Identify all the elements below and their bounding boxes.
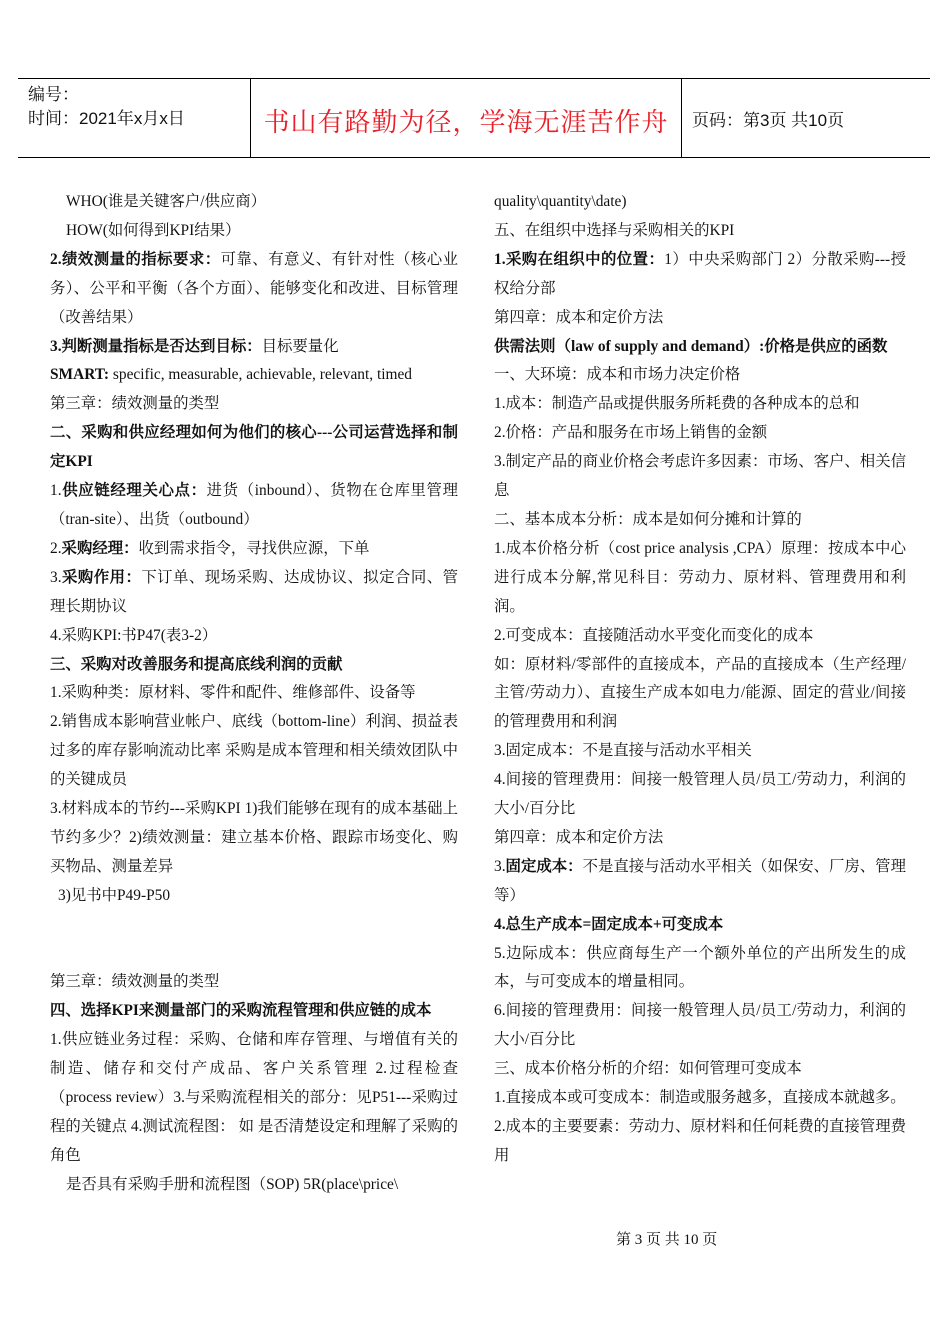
paragraph: 2.绩效测量的指标要求：可靠、有意义、有针对性（核心业务）、公平和平衡（各个方面）、能够变化和改进、目标管理（改善结果） [50, 250, 458, 326]
paragraph: 1.成本价格分析（cost price analysis ,CPA）原理：按成本中心进行成本分解,常见科目：劳动力、原材料、管理费用和利润。 [494, 539, 906, 615]
footer-page-number: 第 3 页 共 10 页 [616, 1232, 718, 1248]
paragraph: 1.成本：制造产品或提供服务所耗费的各种成本的总和 [494, 395, 860, 413]
section-heading: 第三章：绩效测量的类型 [50, 973, 220, 991]
section-heading: 第三章：绩效测量的类型 [50, 395, 220, 413]
section-heading: 二、基本成本分析：成本是如何分摊和计算的 [494, 510, 802, 528]
paragraph: 1.供应链经理关心点：进货（inbound）、货物在仓库里管理（tran-site）、出货（outbound） [50, 482, 458, 528]
paragraph: 3.采购作用：下订单、现场采购、达成协议、拟定合同、管理长期协议 [50, 568, 458, 615]
paragraph: 如：原材料/零部件的直接成本，产品的直接成本（生产经理/主管/劳动力）、直接生产成本如电力/能源、固定的营业/间接的管理费用和利润 [494, 655, 906, 731]
header-page-cell [682, 79, 930, 157]
section-heading: 二、采购和供应经理如何为他们的核心---公司运营选择和制定KPI [50, 424, 458, 471]
section-heading: 三、采购对改善服务和提高底线利润的贡献 [50, 655, 343, 673]
section-heading: 三、成本价格分析的介绍：如何管理可变成本 [494, 1060, 802, 1078]
spacer [50, 911, 458, 969]
section-heading: 五、在组织中选择与采购相关的KPI [494, 221, 735, 239]
page-header [18, 78, 930, 158]
paragraph: HOW(如何得到KPI结果） [66, 221, 241, 239]
paragraph: 2.销售成本影响营业帐户、底线（bottom-line）利润、损益表过多的库存影响流动比率 采购是成本管理和相关绩效团队中的关键成员 [50, 713, 458, 789]
section-heading: 一、大环境：成本和市场力决定价格 [494, 366, 741, 384]
paragraph: 4.总生产成本=固定成本+可变成本 [494, 915, 724, 933]
paragraph: 1.采购在组织中的位置：1）中央采购部门 2）分散采购---授权给分部 [494, 250, 906, 297]
left-column [50, 188, 458, 1200]
document-date-label: 时间：2021年x月x日 [28, 109, 185, 128]
paragraph: 1.供应链业务过程：采购、仓储和库存管理、与增值有关的制造、储存和交付产成品、客户关系管理 2.过程检查（process review）3.与采购流程相关的部分：见P51---采购过程的关键点 4.测试流程图： 如 是否清楚设定和理解了采购的角色 [50, 1031, 458, 1164]
paragraph: quality\quantity\date) [494, 193, 627, 210]
right-column [494, 188, 906, 1171]
paragraph: 1.采购种类：原材料、零件和配件、维修部件、设备等 [50, 684, 416, 702]
paragraph: 2.可变成本：直接随活动水平变化而变化的成本 [494, 626, 814, 644]
paragraph: 3)见书中P49-P50 [58, 886, 171, 904]
paragraph: 1.直接成本或可变成本：制造或服务越多，直接成本就越多。 [494, 1089, 906, 1107]
paragraph: 3.判断测量指标是否达到目标：目标要量化 [50, 337, 339, 355]
paragraph: WHO(谁是关键客户/供应商） [66, 193, 267, 210]
paragraph: SMART: specific, measurable, achievable, relevant, timed [50, 366, 412, 384]
paragraph: 3.固定成本：不是直接与活动水平相关 [494, 742, 752, 760]
paragraph: 5.边际成本：供应商每生产一个额外单位的产出所发生的成本，与可变成本的增量相同。 [494, 944, 906, 991]
paragraph: 2.成本的主要要素：劳动力、原材料和任何耗费的直接管理费用 [494, 1118, 906, 1164]
paragraph: 3.制定产品的商业价格会考虑许多因素：市场、客户、相关信息 [494, 453, 906, 500]
paragraph: 4.间接的管理费用：间接一般管理人员/员工/劳动力，利润的大小/百分比 [494, 771, 906, 818]
paragraph: 2.采购经理：收到需求指令，寻找供应源，下单 [50, 539, 370, 557]
paragraph: 6.间接的管理费用：间接一般管理人员/员工/劳动力，利润的大小/百分比 [494, 1002, 906, 1049]
section-heading: 第四章：成本和定价方法 [494, 308, 664, 326]
header-page-number: 页码：第3页 共10页 [692, 110, 845, 130]
paragraph: 3.固定成本：不是直接与活动水平相关（如保安、厂房、管理等） [494, 857, 906, 904]
section-heading: 四、选择KPI来测量部门的采购流程管理和供应链的成本 [50, 1002, 432, 1020]
paragraph: 是否具有采购手册和流程图（SOP) 5R(place\price\ [66, 1175, 399, 1193]
header-motto-cell [251, 79, 682, 157]
document-number-label: 编号： [28, 85, 79, 104]
header-meta [18, 79, 251, 157]
section-heading: 供需法则（law of supply and demand）:价格是供应的函数 [494, 337, 888, 355]
section-heading: 第四章：成本和定价方法 [494, 828, 664, 846]
paragraph: 4.采购KPI:书P47(表3-2） [50, 626, 218, 644]
header-motto: 书山有路勤为径，学海无涯苦作舟 [263, 107, 669, 138]
paragraph: 3.材料成本的节约---采购KPI 1)我们能够在现有的成本基础上节约多少？2)绩效测量：建立基本价格、跟踪市场变化、购买物品、测量差异 [50, 800, 458, 875]
paragraph: 2.价格：产品和服务在市场上销售的金额 [494, 424, 768, 442]
